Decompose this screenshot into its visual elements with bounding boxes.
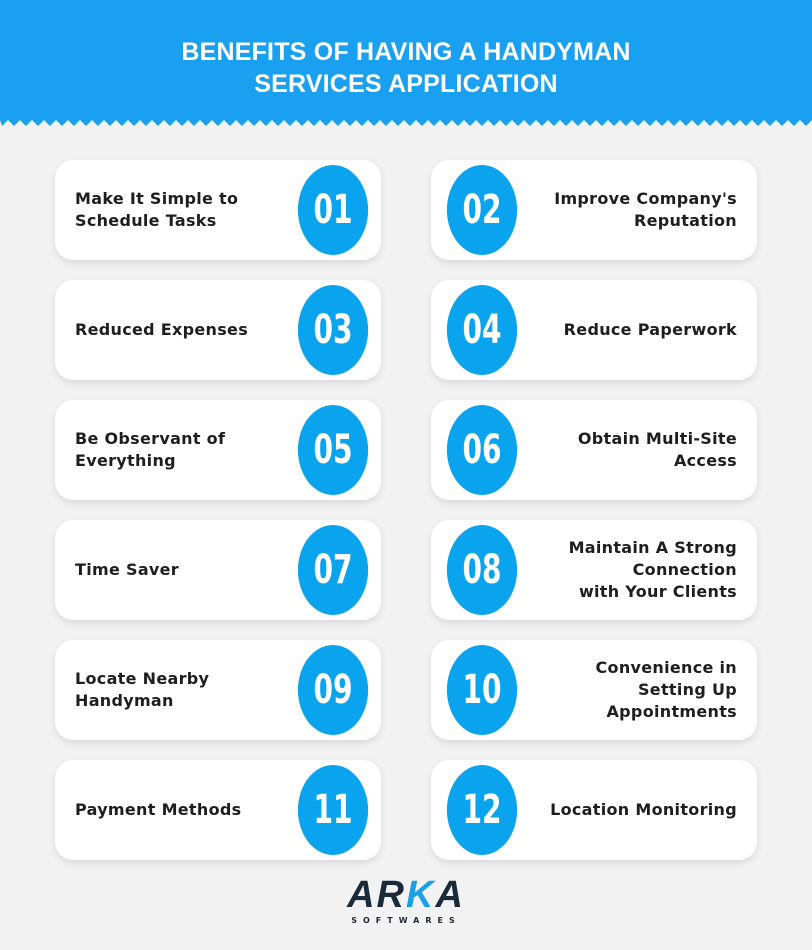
benefit-number-badge: 10 xyxy=(447,645,517,735)
benefit-number-badge: 09 xyxy=(298,645,368,735)
benefit-label-line: Handyman xyxy=(75,691,174,710)
benefit-label-line: Obtain Multi-Site xyxy=(577,429,737,448)
benefit-label-line: Reduce Paperwork xyxy=(563,320,737,339)
benefit-label-line: Appointments xyxy=(606,702,737,721)
benefit-label-line: Schedule Tasks xyxy=(75,211,217,230)
benefit-label-line: Reputation xyxy=(634,211,737,230)
benefit-card-09 xyxy=(55,640,381,740)
benefit-card-06 xyxy=(431,400,757,500)
benefit-label xyxy=(75,760,281,860)
benefit-label xyxy=(75,280,281,380)
benefit-number-badge: 11 xyxy=(298,765,368,855)
benefit-label-line: Make It Simple to xyxy=(75,189,239,208)
benefit-label-line: Location Monitoring xyxy=(550,800,737,819)
benefit-label-line: Access xyxy=(673,451,737,470)
benefit-label-line: Payment Methods xyxy=(75,800,242,819)
benefit-label-line: Be Observant of xyxy=(75,429,226,448)
benefit-card-05 xyxy=(55,400,381,500)
benefit-label xyxy=(75,640,281,740)
benefit-card-03 xyxy=(55,280,381,380)
benefit-label-line: Maintain A Strong xyxy=(568,538,737,557)
benefit-label-line: Reduced Expenses xyxy=(75,320,249,339)
benefit-number-badge: 02 xyxy=(447,165,517,255)
title-line-2: SERVICES APPLICATION xyxy=(254,70,558,98)
benefit-card-01 xyxy=(55,160,381,260)
benefit-number-badge: 01 xyxy=(298,165,368,255)
benefit-label xyxy=(525,640,737,740)
benefit-number-badge: 06 xyxy=(447,405,517,495)
benefit-label xyxy=(75,160,281,260)
benefit-card-12 xyxy=(431,760,757,860)
benefit-number-badge: 04 xyxy=(447,285,517,375)
logo-tagline: SOFTWARES xyxy=(351,916,461,925)
benefit-number-badge: 03 xyxy=(298,285,368,375)
logo-wordmark: ARKA xyxy=(347,874,465,916)
benefit-label xyxy=(525,520,737,620)
company-logo xyxy=(0,876,812,925)
benefit-label xyxy=(75,400,281,500)
benefit-number-badge: 12 xyxy=(447,765,517,855)
benefit-card-07 xyxy=(55,520,381,620)
benefit-label-line: Locate Nearby xyxy=(75,669,210,688)
header-banner xyxy=(0,0,812,130)
benefit-label-line: Setting Up xyxy=(637,680,737,699)
benefit-label xyxy=(75,520,281,620)
benefit-label xyxy=(525,280,737,380)
benefit-label-line: Convenience in xyxy=(595,658,737,677)
benefit-card-04 xyxy=(431,280,757,380)
benefit-label xyxy=(525,760,737,860)
benefit-number-badge: 07 xyxy=(298,525,368,615)
page-title xyxy=(0,36,812,100)
benefit-label-line: with Your Clients xyxy=(578,582,737,601)
benefit-number-badge: 05 xyxy=(298,405,368,495)
benefit-card-10 xyxy=(431,640,757,740)
benefit-label xyxy=(525,160,737,260)
benefit-label-line: Connection xyxy=(632,560,737,579)
benefit-card-11 xyxy=(55,760,381,860)
benefit-card-02 xyxy=(431,160,757,260)
benefit-card-08 xyxy=(431,520,757,620)
benefit-label-line: Improve Company's xyxy=(554,189,737,208)
benefit-label-line: Time Saver xyxy=(75,560,179,579)
benefit-label-line: Everything xyxy=(75,451,176,470)
benefit-label xyxy=(525,400,737,500)
benefit-number-badge: 08 xyxy=(447,525,517,615)
title-line-1: BENEFITS OF HAVING A HANDYMAN xyxy=(181,38,631,66)
